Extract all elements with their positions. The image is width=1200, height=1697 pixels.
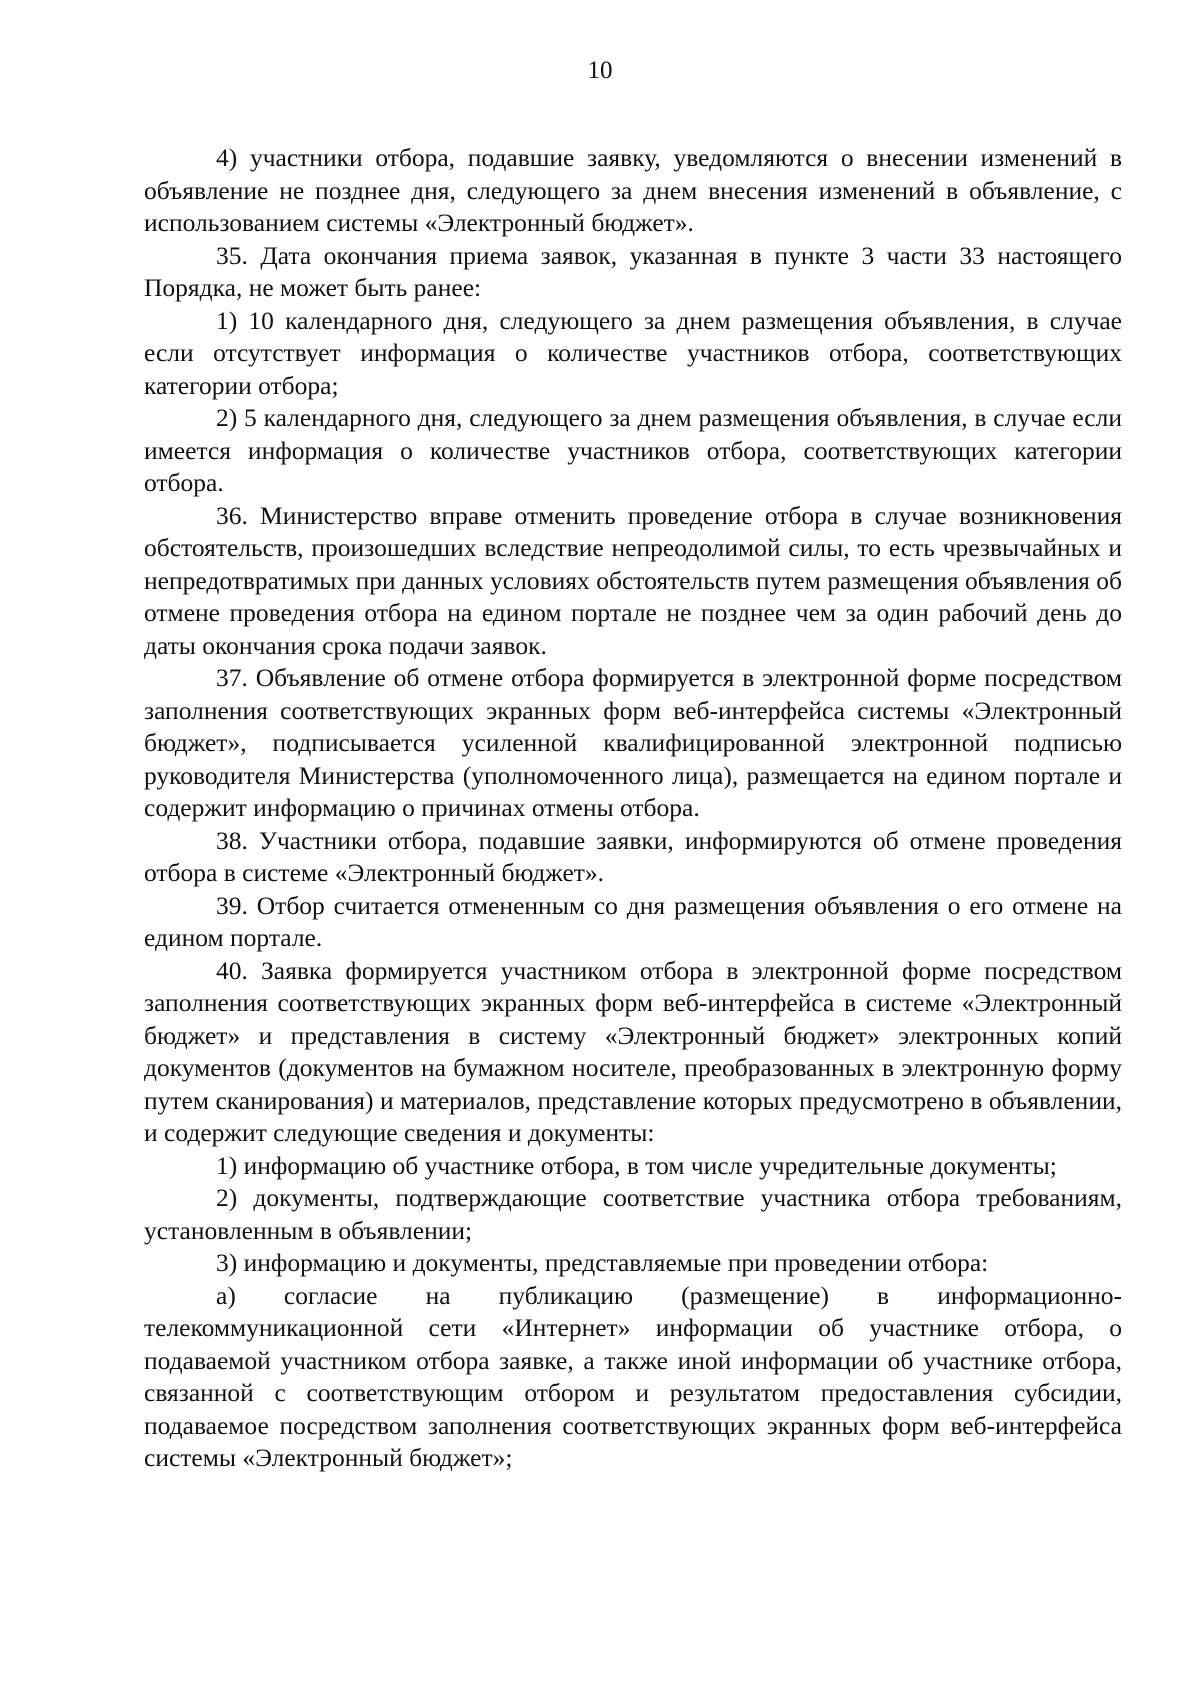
paragraph-40-item-1: 1) информацию об участнике отбора, в том числе учредительные документы; xyxy=(216,1150,1057,1180)
paragraph-40-item-3: 3) информацию и документы, представляемые при проведении отбора: xyxy=(216,1248,989,1277)
paragraph-40-item-3a: а) согласие на публикацию (размещение) в информационно-телекоммуникационной сети «Интернет» информации об участнике отбора, о подаваемой участником отбора заявке, а также иной информации об участнике отбора, связанной с соответствующим отбором и результатом предоставления субсидии, подаваемое посредством заполнения соответствующих экранных форм веб-интерфейса системы «Электронный бюджет»; xyxy=(144,1280,1122,1472)
paragraph-37: 37. Объявление об отмене отбора формируется в электронной форме посредством заполнения соответствующих экранных форм веб-интерфейса системы «Электронный бюджет», подписывается усиленной квалифицированной электронной подписью руководителя Министерства (уполномоченного лица), размещается на едином портале и содержит информацию о причинах отмены отбора. xyxy=(144,663,1122,822)
paragraph-38: 38. Участники отбора, подавшие заявки, информируются об отмене проведения отбора в системе «Электронный бюджет». xyxy=(144,825,1122,887)
paragraph-item-4-notification: 4) участники отбора, подавшие заявку, уведомляются о внесении изменений в объявление не позднее дня, следующего за днем внесения изменений в объявление, с использованием системы «Электронный бюджет». xyxy=(144,143,1122,237)
paragraph-40-item-2: 2) документы, подтверждающие соответствие участника отбора требованиям, установленным в объявлении; xyxy=(144,1183,1122,1245)
paragraph-35: 35. Дата окончания приема заявок, указанная в пункте 3 части 33 настоящего Порядка, не может быть ранее: xyxy=(144,240,1122,302)
document-body xyxy=(144,142,1122,1475)
paragraph-39: 39. Отбор считается отмененным со дня размещения объявления о его отмене на едином портале. xyxy=(144,890,1122,952)
paragraph-36: 36. Министерство вправе отменить проведение отбора в случае возникновения обстоятельств, произошедших вследствие непреодолимой силы, то есть чрезвычайных и непредотвратимых при данных условиях обстоятельств путем размещения объявления об отмене проведения отбора на едином портале не позднее чем за один рабочий день до даты окончания срока подачи заявок. xyxy=(144,500,1122,660)
paragraph-40: 40. Заявка формируется участником отбора в электронной форме посредством заполнения соответствующих экранных форм веб-интерфейса в системе «Электронный бюджет» и представления в систему «Электронный бюджет» электронных копий документов (документов на бумажном носителе, преобразованных в электронную форму путем сканирования) и материалов, представление которых предусмотрено в объявлении, и содержит следующие сведения и документы: xyxy=(144,955,1122,1147)
paragraph-35-item-2: 2) 5 календарного дня, следующего за днем размещения объявления, в случае если имеется информация о количестве участников отбора, соответствующих категории отбора. xyxy=(144,403,1122,497)
page-number: 10 xyxy=(587,57,613,84)
paragraph-35-item-1: 1) 10 календарного дня, следующего за днем размещения объявления, в случае если отсутствует информация о количестве участников отбора, соответствующих категории отбора; xyxy=(144,305,1122,400)
